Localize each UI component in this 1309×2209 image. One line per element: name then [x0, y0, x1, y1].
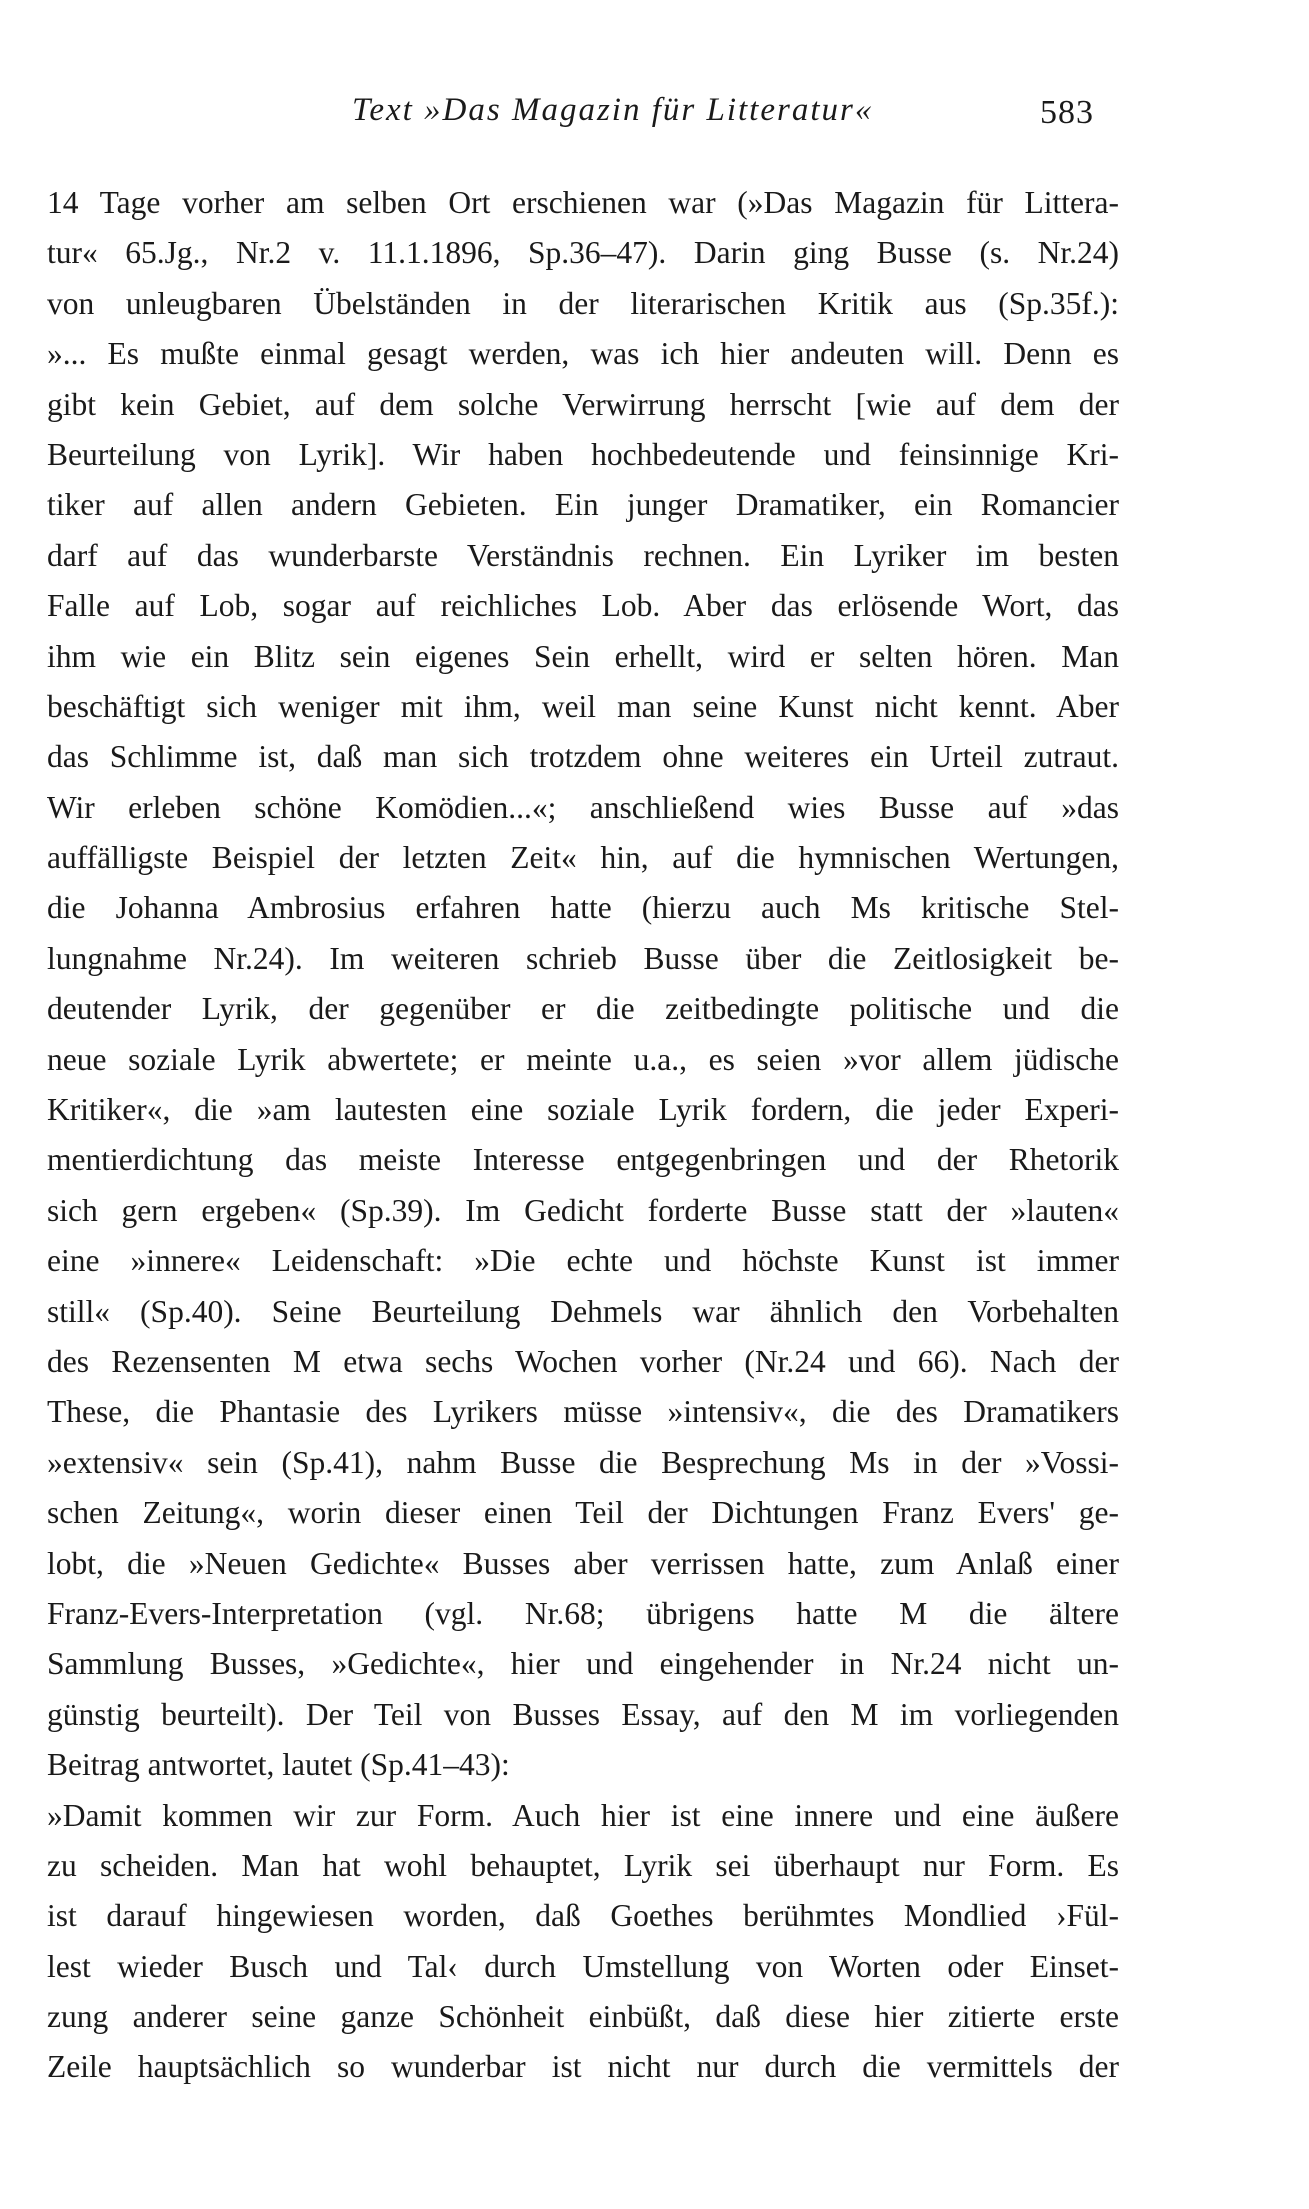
text-line: lest wieder Busch und Tal‹ durch Umstellung von Worten oder Einset- [47, 1948, 1119, 1984]
text-line: schen Zeitung«, worin dieser einen Teil der Dichtungen Franz Evers' ge- [47, 1495, 1119, 1531]
text-line: von unleugbaren Übelständen in der literarischen Kritik aus (Sp.35f.): [47, 285, 1119, 321]
text-line: die Johanna Ambrosius erfahren hatte (hierzu auch Ms kritische Stel- [47, 890, 1119, 926]
text-line: tiker auf allen andern Gebieten. Ein junger Dramatiker, ein Romancier [47, 487, 1119, 523]
text-line: Zeile hauptsächlich so wunderbar ist nicht nur durch die vermittels der [47, 2049, 1119, 2085]
text-line: Franz-Evers-Interpretation (vgl. Nr.68; übrigens hatte M die ältere [47, 1595, 1119, 1631]
text-line: lobt, die »Neuen Gedichte« Busses aber verrissen hatte, zum Anlaß einer [47, 1545, 1119, 1581]
text-line: Sammlung Busses, »Gedichte«, hier und eingehender in Nr.24 nicht un- [47, 1646, 1119, 1682]
text-line: eine »innere« Leidenschaft: »Die echte und höchste Kunst ist immer [47, 1243, 1119, 1279]
text-line: still« (Sp.40). Seine Beurteilung Dehmels war ähnlich den Vorbehalten [47, 1293, 1119, 1329]
text-line: »... Es mußte einmal gesagt werden, was ich hier andeuten will. Denn es [47, 336, 1119, 372]
text-line: 14 Tage vorher am selben Ort erschienen war (»Das Magazin für Littera- [47, 185, 1119, 220]
text-line: Beitrag antwortet, lautet (Sp.41–43): [47, 1747, 510, 1783]
text-line: neue soziale Lyrik abwertete; er meinte u.a., es seien »vor allem jüdische [47, 1041, 1119, 1077]
text-line: das Schlimme ist, daß man sich trotzdem ohne weiteres ein Urteil zutraut. [47, 739, 1119, 775]
text-line: lungnahme Nr.24). Im weiteren schrieb Busse über die Zeitlosigkeit be- [47, 940, 1119, 976]
text-line: Wir erleben schöne Komödien...«; anschließend wies Busse auf »das [47, 789, 1119, 825]
text-line: darf auf das wunderbarste Verständnis rechnen. Ein Lyriker im besten [47, 537, 1119, 573]
text-line: des Rezensenten M etwa sechs Wochen vorher (Nr.24 und 66). Nach der [47, 1343, 1119, 1379]
running-title: Text »Das Magazin für Litteratur« [352, 92, 874, 128]
text-line: deutender Lyrik, der gegenüber er die zeitbedingte politische und die [47, 991, 1119, 1027]
running-header [0, 92, 1309, 142]
text-line: ist darauf hingewiesen worden, daß Goethes berühmtes Mondlied ›Fül- [47, 1898, 1119, 1934]
text-line: tur« 65.Jg., Nr.2 v. 11.1.1896, Sp.36–47). Darin ging Busse (s. Nr.24) [47, 235, 1119, 271]
page-number: 583 [1040, 94, 1094, 131]
text-line: ihm wie ein Blitz sein eigenes Sein erhellt, wird er selten hören. Man [47, 638, 1119, 674]
text-line: zung anderer seine ganze Schönheit einbüßt, daß diese hier zitierte erste [47, 1999, 1119, 2035]
text-line: beschäftigt sich weniger mit ihm, weil man seine Kunst nicht kennt. Aber [47, 688, 1119, 724]
text-line: günstig beurteilt). Der Teil von Busses Essay, auf den M im vorliegenden [47, 1696, 1119, 1732]
text-line: mentierdichtung das meiste Interesse entgegenbringen und der Rhetorik [47, 1142, 1119, 1178]
text-line: sich gern ergeben« (Sp.39). Im Gedicht forderte Busse statt der »lauten« [47, 1192, 1119, 1228]
text-line: Falle auf Lob, sogar auf reichliches Lob. Aber das erlösende Wort, das [47, 588, 1119, 624]
text-line: gibt kein Gebiet, auf dem solche Verwirrung herrscht [wie auf dem der [47, 386, 1119, 422]
text-line: Beurteilung von Lyrik]. Wir haben hochbedeutende und feinsinnige Kri- [47, 436, 1119, 472]
text-line: »extensiv« sein (Sp.41), nahm Busse die Besprechung Ms in der »Vossi- [47, 1444, 1119, 1480]
text-line: »Damit kommen wir zur Form. Auch hier ist eine innere und eine äußere [47, 1797, 1119, 1833]
text-line: These, die Phantasie des Lyrikers müsse »intensiv«, die des Dramatikers [47, 1394, 1119, 1430]
body-text [47, 178, 1119, 2093]
text-line: auffälligste Beispiel der letzten Zeit« hin, auf die hymnischen Wertungen, [47, 840, 1119, 876]
text-line: Kritiker«, die »am lautesten eine soziale Lyrik fordern, die jeder Experi- [47, 1092, 1119, 1128]
text-line: zu scheiden. Man hat wohl behauptet, Lyrik sei überhaupt nur Form. Es [47, 1847, 1119, 1883]
